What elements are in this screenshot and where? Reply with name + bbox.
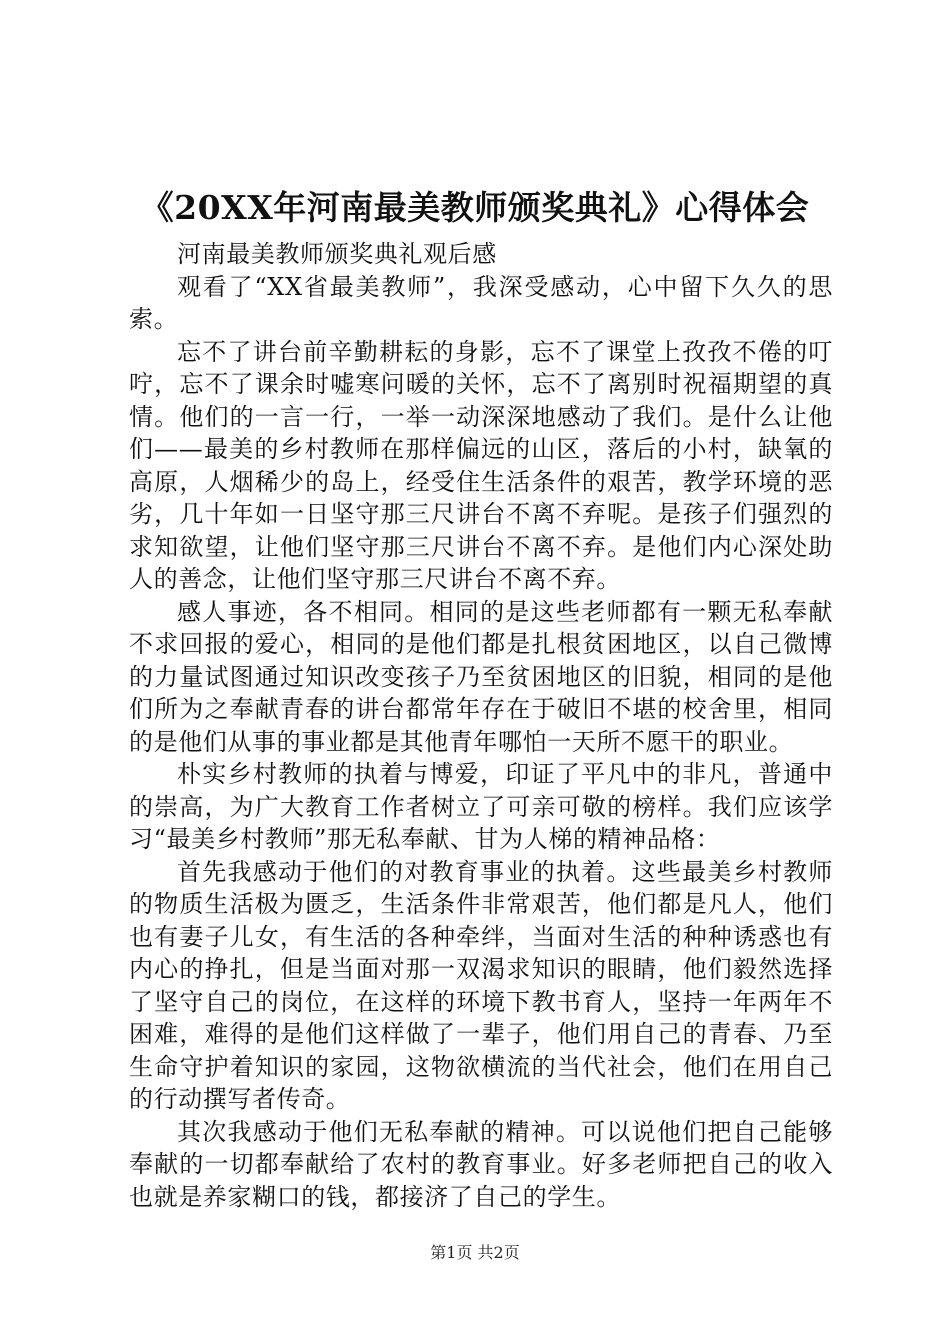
document-title: 《20XX年河南最美教师颁奖典礼》心得体会: [140, 188, 810, 227]
paragraph-subtitle: 河南最美教师颁奖典礼观后感: [177, 240, 497, 268]
paragraph: 感人事迹，各不相同。相同的是这些老师都有一颗无私奉献不求回报的爱心，相同的是他们都是扎根贫困地区，以自己微博的力量试图通过知识改变孩子乃至贫困地区的旧貌，相同的是他们所为之奉献青春的讲台都常年存在于破旧不堪的校舍里，相同的是他们从事的事业都是其他青年哪怕一天所不愿干的职业。: [129, 597, 833, 756]
paragraph: 首先我感动于他们的对教育事业的执着。这些最美乡村教师的物质生活极为匮乏，生活条件非常艰苦，他们都是凡人，他们也有妻子儿女，有生活的各种牵绊，当面对生活的种种诱惑也有内心的挣扎，但是当面对那一双渴求知识的眼睛，他们毅然选择了坚守自己的岗位，在这样的环境下教书育人，坚持一年两年不困难，难得的是他们这样做了一辈子，他们用自己的青春、乃至生命守护着知识的家园，这物欲横流的当代社会，他们在用自己的行动撰写者传奇。: [129, 857, 833, 1113]
page-number-footer: 第1页 共2页: [430, 1243, 520, 1262]
paragraph: 忘不了讲台前辛勤耕耘的身影，忘不了课堂上孜孜不倦的叮咛，忘不了课余时嘘寒问暖的关怀，忘不了离别时祝福期望的真情。他们的一言一行，一举一动深深地感动了我们。是什么让他们——最美的乡村教师在那样偏远的山区，落后的小村，缺氧的高原，人烟稀少的岛上，经受住生活条件的艰苦，教学环境的恶劣，几十年如一日坚守那三尺讲台不离不弃呢。是孩子们强烈的求知欲望，让他们坚守那三尺讲台不离不弃。是他们内心深处助人的善念，让他们坚守那三尺讲台不离不弃。: [129, 337, 833, 593]
paragraph: 观看了“XX省最美教师”，我深受感动，心中留下久久的思索。: [129, 272, 833, 333]
document-body: [129, 238, 833, 1213]
paragraph: 朴实乡村教师的执着与博爱，印证了平凡中的非凡，普通中的崇高，为广大教育工作者树立了可亲可敬的榜样。我们应该学习“最美乡村教师”那无私奉献、甘为人梯的精神品格：: [129, 760, 833, 853]
paragraph: 其次我感动于他们无私奉献的精神。可以说他们把自己能够奉献的一切都奉献给了农村的教育事业。好多老师把自己的收入也就是养家糊口的钱，都接济了自己的学生。: [129, 1117, 833, 1211]
